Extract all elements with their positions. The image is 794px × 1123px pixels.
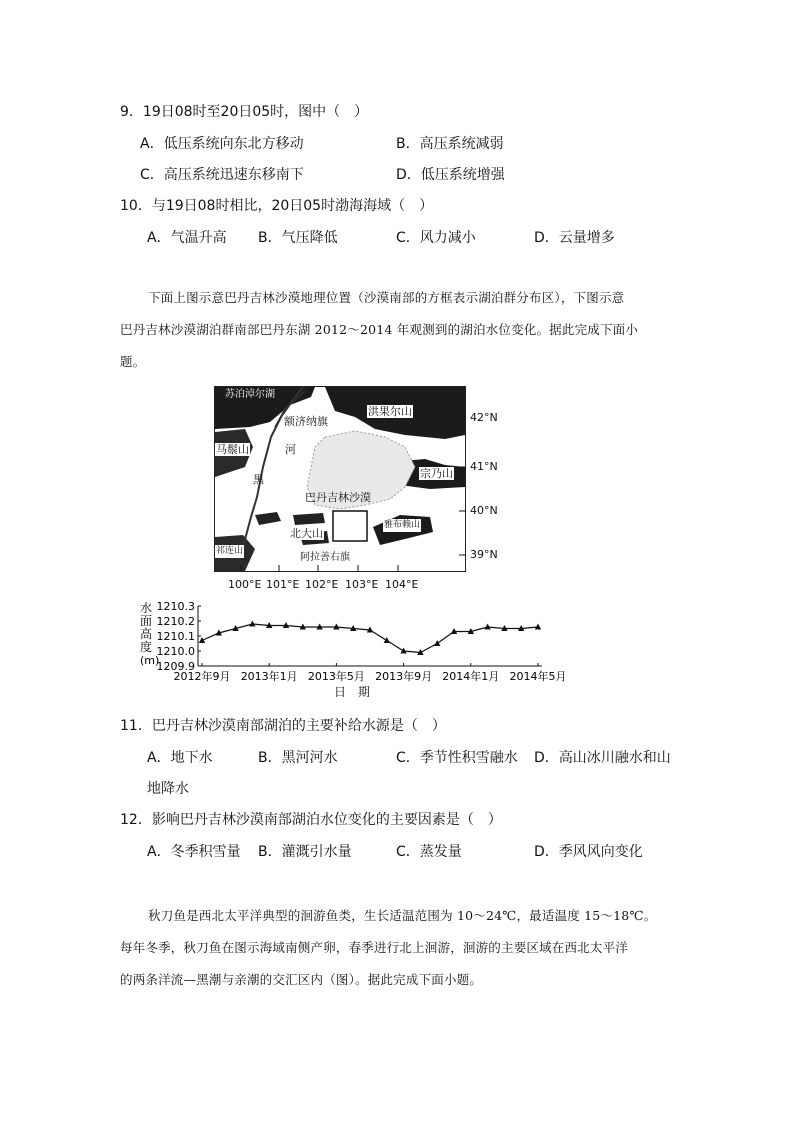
map-label-zongnaishan: 宗乃山 (420, 467, 453, 480)
chart-xtick-label: 2012年9月 (173, 670, 231, 683)
chart-point (434, 640, 440, 646)
chart-ylabel-char-2: 面 (140, 614, 153, 628)
passage2-line-1: 秋刀鱼是西北太平洋典型的洄游鱼类，生长适温范围为 10～24℃，最适温度 15～18℃。 (148, 908, 657, 923)
chart-point (384, 637, 390, 643)
q11-option-a: A．地下水 (147, 750, 213, 766)
passage1-line-3: 题。 (120, 354, 146, 369)
q10-option-b: B．气压降低 (258, 230, 338, 246)
q9-option-a: A．低压系统向东北方移动 (140, 136, 304, 152)
passage2-line-3: 的两条洋流—黑潮与亲潮的交汇区内（图）。据此完成下面小题。 (120, 972, 483, 987)
passage1-line-2: 巴丹吉林沙漠湖泊群南部巴丹东湖 2012～2014 年观测到的湖泊水位变化。据此完成下面小 (120, 322, 639, 337)
map-label-hongguoershan: 洪果尔山 (368, 405, 412, 418)
q9-option-d: D．低压系统增强 (396, 167, 505, 183)
q11-option-d-continuation: 地降水 (147, 781, 189, 797)
q11-option-b: B．黑河河水 (258, 750, 338, 766)
lat-label-41: 41°N (470, 460, 498, 473)
map-label-desert: 巴丹吉林沙漠 (305, 491, 371, 504)
chart-point (484, 624, 490, 630)
passage2-line-2: 每年冬季，秋刀鱼在图示海域南侧产卵，春季进行北上洄游，洄游的主要区域在西北太平洋 (120, 940, 629, 955)
water-level-chart (140, 598, 567, 698)
map-lake-box (333, 511, 367, 541)
passage1-line-1: 下面上图示意巴丹吉林沙漠地理位置（沙漠南部的方框表示湖泊群分布区），下图示意 (148, 290, 625, 305)
chart-point (400, 648, 406, 654)
chart-point (249, 621, 255, 627)
chart-xtick-label: 2014年5月 (509, 670, 567, 683)
question-11-stem: 11．巴丹吉林沙漠南部湖泊的主要补给水源是（ ） (120, 718, 446, 734)
chart-xtick-label: 2013年5月 (307, 670, 365, 683)
chart-xtick-label: 2014年1月 (442, 670, 500, 683)
chart-points (199, 621, 541, 656)
chart-ytick-label: 1210.3 (156, 600, 195, 613)
chart-ylabel-char-5: (m) (140, 654, 160, 667)
q11-option-c: C．季节性积雪融水 (396, 750, 518, 766)
lon-label-100: 100°E (228, 578, 262, 591)
map-label-yabulaishan: 雅布赖山 (384, 520, 421, 530)
map-label-alashan: 阿拉善右旗 (300, 552, 350, 563)
q12-option-c: C．蒸发量 (396, 844, 462, 860)
chart-ytick-label: 1209.9 (156, 660, 195, 673)
lat-label-42: 42°N (470, 411, 498, 424)
lat-label-40: 40°N (470, 504, 498, 517)
lon-label-103: 103°E (345, 578, 379, 591)
q9-option-b: B．高压系统减弱 (396, 136, 504, 152)
question-9-stem: 9．19日08时至20日05时，图中（ ） (120, 104, 369, 120)
chart-ytick-label: 1210.2 (156, 615, 195, 628)
q10-option-d: D．云量增多 (534, 230, 615, 246)
chart-ytick-label: 1210.0 (156, 645, 195, 658)
chart-ylabel-char-1: 水 (140, 601, 153, 615)
q10-option-c: C．风力减小 (396, 230, 476, 246)
chart-point (535, 624, 541, 630)
question-12-stem: 12．影响巴丹吉林沙漠南部湖泊水位变化的主要因素是（ ） (120, 812, 502, 828)
question-10-stem: 10．与19日08时相比，20日05时渤海海域（ ） (120, 198, 434, 214)
chart-xlabel: 日 期 (334, 685, 371, 699)
chart-xtick-label: 2013年1月 (240, 670, 298, 683)
chart-y-ticks (157, 600, 202, 673)
lon-label-102: 102°E (305, 578, 339, 591)
badain-jaran-map (214, 386, 466, 572)
map-label-ejina: 额济纳旗 (284, 415, 328, 428)
map-label-beidashan: 北大山 (290, 527, 323, 540)
lon-label-104: 104°E (385, 578, 419, 591)
q12-option-b: B．灌溉引水量 (258, 844, 352, 860)
q11-option-d: D．高山冰川融水和山 (534, 750, 671, 766)
map-patch-2 (293, 513, 325, 525)
q9-option-c: C．高压系统迅速东移南下 (140, 167, 304, 183)
chart-ytick-label: 1210.1 (156, 630, 195, 643)
map-label-qilianshan: 祁连山 (216, 546, 244, 556)
map-patch-1 (255, 512, 281, 525)
chart-xtick-label: 2013年9月 (375, 670, 433, 683)
q12-option-d: D．季风风向变化 (534, 844, 643, 860)
lon-label-101: 101°E (266, 578, 300, 591)
map-label-mazongshan: 马鬃山 (216, 443, 249, 456)
map-label-hei: 黑 (253, 473, 264, 486)
chart-ylabel-char-3: 高 (140, 627, 153, 641)
lat-label-39: 39°N (470, 548, 498, 561)
map-label-he: 河 (285, 443, 296, 456)
chart-ylabel-char-4: 度 (140, 640, 153, 654)
map-label-suboinaoer: 苏泊淖尔湖 (225, 389, 275, 400)
q12-option-a: A．冬季积雪量 (147, 844, 241, 860)
q10-option-a: A．气温升高 (147, 230, 227, 246)
